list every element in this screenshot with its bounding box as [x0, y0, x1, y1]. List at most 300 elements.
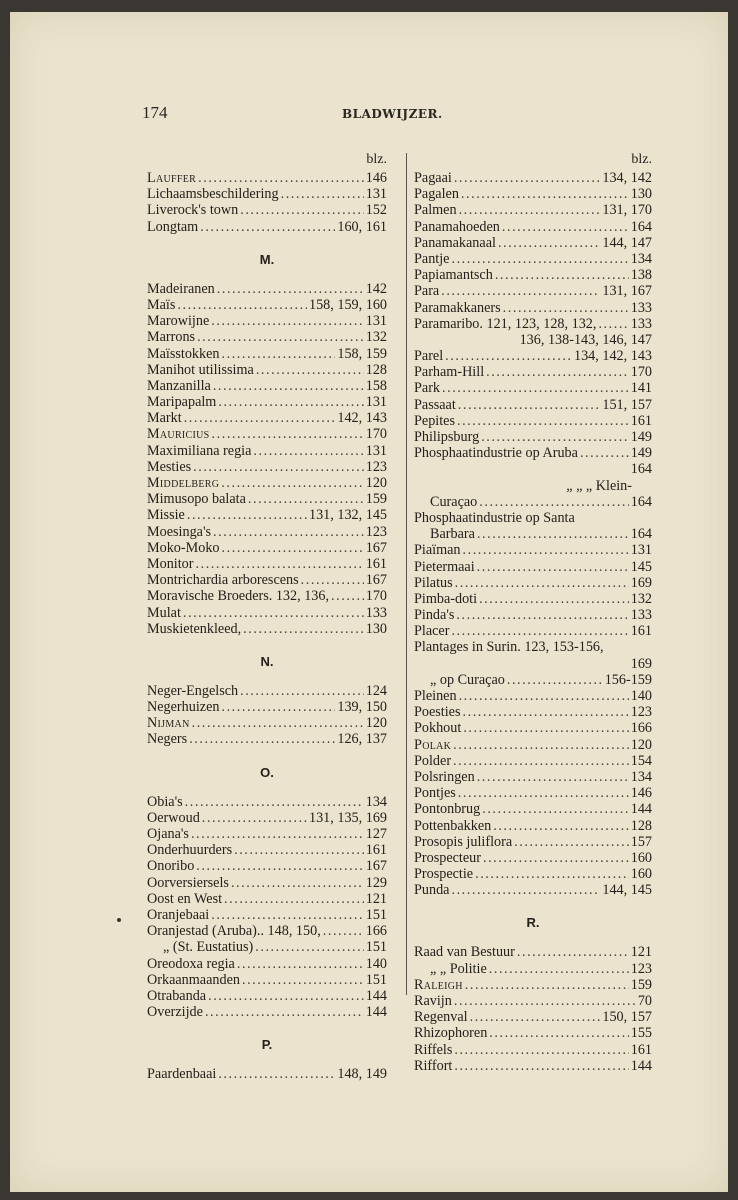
leader-dots — [213, 378, 364, 394]
entry-pages: 133 — [630, 315, 652, 332]
leader-dots — [196, 858, 363, 874]
index-entry — [147, 219, 387, 235]
index-entry — [414, 364, 652, 380]
index-entry — [414, 753, 652, 769]
entry-pages: 142 — [365, 280, 387, 297]
leader-dots — [463, 704, 629, 720]
index-entry — [414, 316, 652, 332]
leader-dots — [281, 186, 364, 202]
leader-dots — [218, 1066, 335, 1082]
leader-dots — [489, 961, 629, 977]
entry-term: Oranjebaai — [147, 906, 210, 923]
index-entry — [414, 300, 652, 316]
leader-dots — [489, 1025, 628, 1041]
entry-term: Rhizophoren — [414, 1025, 488, 1042]
index-entry — [147, 826, 387, 842]
index-entry — [414, 720, 652, 736]
entry-pages: 164 — [630, 218, 652, 235]
index-entry — [147, 491, 387, 507]
leader-dots — [463, 542, 629, 558]
entry-term: Obia's — [147, 793, 183, 810]
section-heading-r: R. — [526, 915, 540, 931]
leader-dots — [459, 688, 629, 704]
index-entry — [147, 362, 387, 378]
entry-term: Prosopis juliflora — [414, 833, 513, 850]
page-header — [142, 103, 666, 129]
entry-term: Missie — [147, 507, 185, 524]
entry-pages: 146 — [630, 785, 652, 802]
entry-pages: 144 — [630, 1057, 652, 1074]
index-entry — [147, 683, 387, 699]
entry-pages: 120 — [365, 475, 387, 491]
entry-pages: 134, 142, 143 — [573, 348, 652, 365]
section-heading-p: P. — [261, 1037, 273, 1053]
entry-pages: 146 — [365, 170, 387, 186]
leader-dots — [461, 186, 629, 202]
entry-term: Oost en West — [147, 890, 223, 907]
leader-dots — [240, 202, 364, 218]
index-entry — [414, 186, 652, 202]
leader-dots — [185, 794, 364, 810]
entry-term: Pontonbrug — [414, 801, 481, 818]
entry-pages: 161 — [630, 1041, 652, 1058]
entry-term: Lauffer — [147, 170, 197, 186]
entry-term: Polak — [414, 736, 452, 753]
index-entry — [414, 283, 652, 299]
entry-pages: 140 — [365, 955, 387, 972]
leader-dots — [479, 494, 628, 510]
index-entry — [414, 219, 652, 235]
index-entry — [414, 704, 652, 720]
entry-term: Papiamantsch — [414, 267, 493, 284]
leader-dots — [205, 1004, 364, 1020]
index-entry — [147, 731, 387, 747]
entry-term: Madeiranen — [147, 280, 215, 297]
entry-term: Marrons — [147, 329, 196, 346]
leader-dots — [301, 572, 364, 588]
index-entry — [414, 494, 652, 510]
entry-pages: 169 — [630, 574, 652, 591]
index-entry — [414, 559, 652, 575]
leader-dots — [470, 1009, 601, 1025]
entry-term: Pinda's — [414, 607, 455, 624]
leader-dots — [445, 348, 572, 364]
left-column — [147, 150, 387, 1082]
entry-term: Manihot utilissima — [147, 361, 254, 378]
continuation-line: Plantages in Surin. 123, 153-156, — [414, 639, 604, 656]
leader-dots — [234, 842, 364, 858]
index-entry — [414, 834, 652, 850]
entry-pages: 133 — [630, 607, 652, 624]
index-entry — [147, 988, 387, 1004]
index-entry — [414, 235, 652, 251]
entry-term: Montrichardia arborescens — [147, 572, 299, 589]
leader-dots — [477, 526, 629, 542]
leader-dots — [198, 170, 364, 186]
entry-pages: 159 — [630, 976, 652, 993]
entry-term: Raleigh — [414, 976, 463, 993]
leader-dots — [212, 426, 364, 442]
entry-pages: 141 — [630, 380, 652, 397]
entry-pages: 158, 159 — [337, 345, 387, 362]
index-entry — [414, 397, 652, 413]
entry-term: Maximiliana regia — [147, 442, 252, 459]
entry-term: Moesinga's — [147, 523, 212, 540]
entry-term: „ op Curaçao — [430, 671, 505, 688]
entry-term: Pietermaai — [414, 558, 475, 575]
entry-term: Prospecteur — [414, 849, 481, 866]
entry-term: Mesties — [147, 458, 192, 475]
entry-term: Muskietenkleed, — [147, 620, 242, 637]
index-entry — [147, 507, 387, 523]
index-entry — [147, 378, 387, 394]
entry-pages: 151 — [365, 971, 387, 988]
index-entry — [147, 810, 387, 826]
index-entry — [414, 445, 652, 461]
entry-term: Pagalen — [414, 186, 459, 203]
index-entry — [147, 281, 387, 297]
entry-term: Polder — [414, 752, 452, 769]
index-entry — [147, 588, 387, 604]
entry-term: Pottenbakken — [414, 817, 492, 834]
entry-pages: 134 — [630, 250, 652, 267]
leader-dots — [224, 891, 364, 907]
entry-pages: 131 — [365, 394, 387, 411]
index-entry — [147, 394, 387, 410]
index-entry — [414, 607, 652, 623]
entry-pages: 131 — [365, 313, 387, 330]
entry-term: Paramakkaners — [414, 299, 501, 316]
margin-mark — [117, 918, 121, 922]
entry-term: Pantje — [414, 250, 450, 267]
entry-term: Otrabanda — [147, 987, 207, 1004]
index-entry — [147, 540, 387, 556]
entry-pages: 120 — [365, 715, 387, 732]
index-group — [147, 794, 387, 1021]
leader-dots — [189, 731, 335, 747]
index-entry — [414, 267, 652, 283]
page-number: 174 — [142, 103, 168, 122]
entry-term: Parham-Hill — [414, 364, 485, 381]
index-entry — [414, 1009, 652, 1025]
leader-dots — [503, 300, 629, 316]
leader-dots — [465, 977, 629, 993]
leader-dots — [323, 923, 364, 939]
entry-pages: 144 — [365, 1004, 387, 1021]
index-entry — [414, 961, 652, 977]
entry-term: Onoribo — [147, 858, 195, 875]
index-entry — [414, 688, 652, 704]
entry-term: Liverock's town — [147, 202, 239, 219]
entry-term: Oorversiersels — [147, 874, 229, 891]
entry-term: Para — [414, 283, 440, 300]
entry-term: Overzijde — [147, 1004, 203, 1021]
index-group — [147, 1066, 387, 1082]
leader-dots — [231, 875, 364, 891]
entry-pages: 133 — [630, 299, 652, 316]
entry-pages: 127 — [365, 826, 387, 842]
entry-term: Maïs — [147, 296, 176, 313]
index-entry — [414, 882, 652, 898]
leader-dots — [240, 683, 364, 699]
index-entry — [414, 866, 652, 882]
leader-dots — [442, 380, 629, 396]
entry-term: Mimusopo balata — [147, 491, 246, 508]
entry-pages: 167 — [365, 572, 387, 589]
entry-pages: 134 — [630, 768, 652, 785]
leader-dots — [580, 445, 629, 461]
entry-pages: 128 — [365, 361, 387, 378]
leader-dots — [456, 607, 628, 623]
blz-label: blz. — [366, 152, 387, 167]
index-entry — [414, 785, 652, 801]
index-entry — [147, 891, 387, 907]
entry-pages: 160, 161 — [337, 218, 387, 235]
entry-pages: 154 — [630, 752, 652, 769]
entry-term: Phosphaatindustrie op Aruba — [414, 445, 578, 462]
entry-term: Nijman — [147, 715, 190, 732]
entry-term: Parel — [414, 348, 444, 365]
leader-dots — [493, 818, 628, 834]
index-entry — [147, 556, 387, 572]
entry-pages: 121 — [630, 944, 652, 961]
index-entry — [147, 459, 387, 475]
entry-pages: 150, 157 — [602, 1009, 652, 1026]
index-entry — [414, 429, 652, 445]
entry-pages: 132 — [630, 590, 652, 607]
entry-pages: 151 — [365, 906, 387, 923]
index-entry — [147, 410, 387, 426]
entry-pages: 124 — [365, 682, 387, 699]
entry-term: Pepites — [414, 412, 455, 429]
entry-pages: 156-159 — [604, 671, 652, 688]
leader-dots — [451, 623, 628, 639]
entry-term: Monitor — [147, 555, 194, 572]
entry-pages: 131 — [365, 186, 387, 203]
leader-dots — [255, 939, 363, 955]
leader-dots — [177, 297, 307, 313]
entry-term: Placer — [414, 623, 450, 640]
entry-term: Paardenbaai — [147, 1066, 217, 1083]
entry-pages: 167 — [365, 539, 387, 556]
entry-term: Passaat — [414, 396, 456, 413]
entry-pages: 123 — [365, 523, 387, 540]
entry-term: Maripapalm — [147, 394, 217, 411]
entry-pages: 148, 149 — [337, 1066, 387, 1083]
entry-pages: 128 — [630, 817, 652, 834]
entry-term: Piaïman — [414, 542, 461, 559]
continuation-line: „ „ „ Klein- — [566, 477, 632, 494]
leader-dots — [451, 882, 600, 898]
section-heading-n: N. — [260, 653, 274, 669]
leader-dots — [454, 1058, 628, 1074]
index-entry — [414, 591, 652, 607]
leader-dots — [213, 524, 364, 540]
leader-dots — [192, 715, 364, 731]
index-entry — [414, 977, 652, 993]
index-entry — [414, 348, 652, 364]
entry-term: Panamahoeden — [414, 218, 500, 235]
leader-dots — [477, 559, 629, 575]
index-entry — [414, 510, 652, 526]
entry-pages: 166 — [630, 720, 652, 737]
entry-term: Lichaamsbeschildering — [147, 186, 279, 203]
entry-pages: 161 — [365, 555, 387, 572]
entry-pages: 130 — [365, 620, 387, 637]
entry-pages: 151 — [365, 939, 387, 956]
continuation-line: 169 — [630, 655, 652, 672]
index-group — [147, 170, 387, 235]
index-entry — [414, 542, 652, 558]
leader-dots — [221, 699, 335, 715]
entry-pages: 164 — [630, 493, 652, 510]
leader-dots — [331, 588, 364, 604]
index-entry — [414, 737, 652, 753]
entry-term: Polsringen — [414, 768, 475, 785]
entry-pages: 131 — [365, 442, 387, 459]
index-entry — [414, 202, 652, 218]
entry-pages: 70 — [637, 993, 652, 1009]
entry-term: Longtam — [147, 218, 199, 235]
entry-pages: 123 — [630, 960, 652, 977]
entry-term: Ojana's — [147, 826, 189, 842]
right-column — [414, 150, 652, 1074]
leader-dots — [243, 621, 364, 637]
entry-pages: 144 — [630, 801, 652, 818]
index-group — [414, 494, 652, 640]
entry-term: Paramaribo. 121, 123, 128, 132, — [414, 315, 597, 332]
leader-dots — [495, 267, 629, 283]
entry-pages: 170 — [365, 426, 387, 443]
entry-pages: 155 — [630, 1025, 652, 1042]
entry-term: „ „ Politie — [430, 960, 487, 977]
index-entry — [414, 413, 652, 429]
index-entry — [147, 1004, 387, 1020]
entry-term: Prospectie — [414, 866, 474, 883]
entry-term: Riffort — [414, 1057, 453, 1074]
leader-dots — [486, 364, 629, 380]
leader-dots — [502, 219, 629, 235]
index-entry — [147, 329, 387, 345]
index-entry — [147, 858, 387, 874]
leader-dots — [454, 170, 601, 186]
leader-dots — [475, 866, 629, 882]
entry-pages: 161 — [630, 623, 652, 640]
leader-dots — [187, 507, 307, 523]
entry-term: Park — [414, 380, 441, 397]
index-entry — [147, 907, 387, 923]
index-entry — [147, 186, 387, 202]
entry-term: Ravijn — [414, 993, 452, 1009]
entry-term: Moko-Moko — [147, 539, 220, 556]
entry-term: Curaçao — [430, 493, 478, 510]
continuation-line: 136, 138-143, 146, 147 — [519, 331, 652, 348]
leader-dots — [482, 801, 629, 817]
entry-term: Onderhuurders — [147, 842, 233, 859]
entry-pages: 144, 145 — [602, 882, 652, 899]
index-entry — [414, 801, 652, 817]
leader-dots — [222, 540, 364, 556]
index-entry — [147, 923, 387, 939]
index-entry — [147, 972, 387, 988]
leader-dots — [193, 459, 364, 475]
index-entry — [414, 672, 652, 688]
index-group — [147, 683, 387, 748]
leader-dots — [197, 329, 364, 345]
entry-term: Poesties — [414, 704, 461, 721]
entry-pages: 161 — [365, 842, 387, 859]
index-entry — [414, 575, 652, 591]
leader-dots — [256, 362, 364, 378]
entry-pages: 120 — [630, 736, 652, 753]
index-group — [414, 672, 652, 899]
entry-pages: 170 — [630, 364, 652, 381]
entry-term: Raad van Bestuur — [414, 944, 515, 961]
entry-pages: 144, 147 — [602, 234, 652, 251]
index-group — [414, 348, 652, 461]
entry-pages: 123 — [630, 704, 652, 721]
index-entry — [147, 842, 387, 858]
index-entry — [147, 572, 387, 588]
leader-dots — [507, 672, 603, 688]
leader-dots — [481, 429, 629, 445]
index-entry — [147, 426, 387, 442]
entry-pages: 121 — [365, 890, 387, 907]
entry-pages: 134 — [365, 793, 387, 810]
entry-pages: 167 — [365, 858, 387, 875]
leader-dots — [455, 575, 629, 591]
column-divider — [406, 153, 407, 995]
index-entry — [414, 993, 652, 1009]
index-entry — [414, 944, 652, 960]
leader-dots — [477, 769, 629, 785]
leader-dots — [454, 993, 636, 1009]
entry-pages: 164 — [630, 526, 652, 543]
index-entry — [147, 202, 387, 218]
leader-dots — [218, 394, 363, 410]
entry-pages: 140 — [630, 688, 652, 704]
index-entry — [414, 1058, 652, 1074]
index-entry — [147, 875, 387, 891]
entry-term: Negerhuizen — [147, 699, 220, 716]
entry-pages: 157 — [630, 833, 652, 850]
section-heading-m: M. — [259, 251, 275, 267]
leader-dots — [191, 826, 364, 842]
entry-term: Pilatus — [414, 574, 453, 591]
entry-term: Orkaanmaanden — [147, 971, 240, 988]
index-entry — [147, 475, 387, 491]
index-entry — [147, 297, 387, 313]
leader-dots — [498, 235, 600, 251]
entry-term: Middelberg — [147, 475, 220, 491]
entry-term: Negers — [147, 731, 188, 748]
section-heading-o: O. — [260, 764, 274, 780]
entry-term: Oreodoxa regia — [147, 955, 235, 972]
index-entry — [414, 380, 652, 396]
leader-dots — [248, 491, 364, 507]
entry-term: „ (St. Eustatius) — [163, 939, 254, 956]
entry-term: Manzanilla — [147, 377, 211, 394]
entry-pages: 144 — [365, 987, 387, 1004]
index-entry — [414, 170, 652, 186]
leader-dots — [453, 753, 629, 769]
entry-term: Panamakanaal — [414, 234, 496, 251]
entry-term: Moravische Broeders. 132, 136, — [147, 588, 330, 605]
index-entry — [147, 699, 387, 715]
index-entry — [147, 939, 387, 955]
index-group — [147, 281, 387, 637]
entry-pages: 131 — [630, 542, 652, 559]
